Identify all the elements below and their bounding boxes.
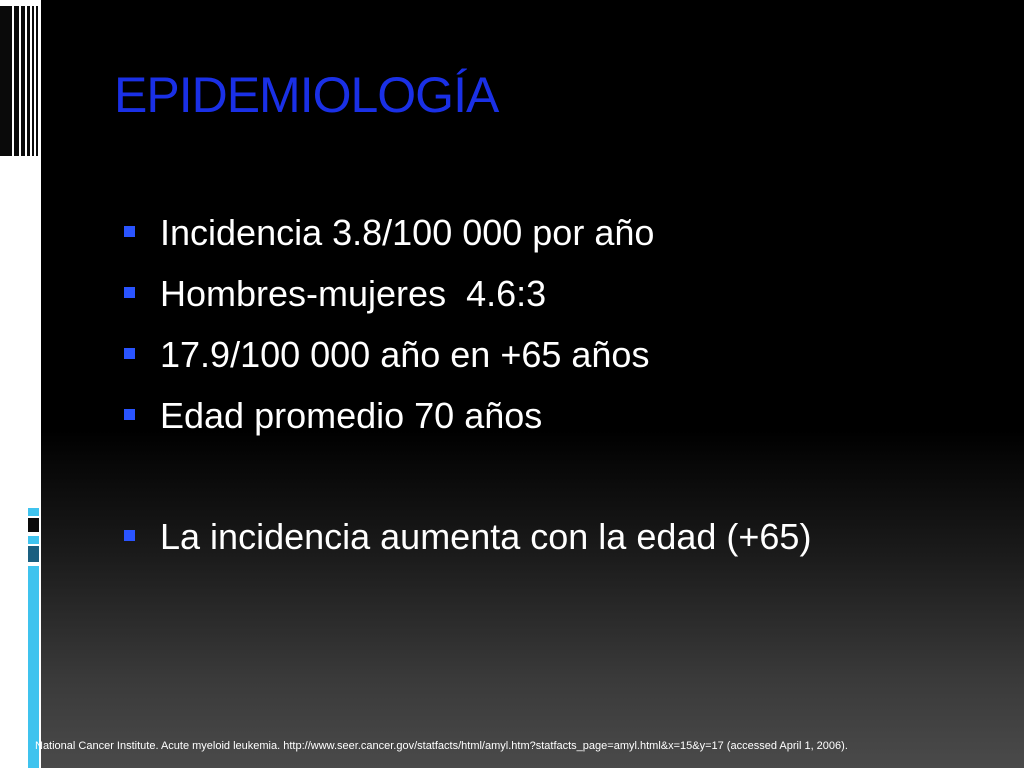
square-bullet-icon bbox=[124, 348, 135, 359]
bullet-text: La incidencia aumenta con la edad (+65) bbox=[160, 516, 812, 557]
deco-bar bbox=[36, 6, 38, 156]
square-bullet-icon bbox=[124, 409, 135, 420]
bullet-text: Hombres-mujeres 4.6:3 bbox=[160, 273, 547, 314]
square-bullet-icon bbox=[124, 287, 135, 298]
bullet-text: Edad promedio 70 años bbox=[160, 395, 543, 436]
deco-bar bbox=[14, 6, 19, 156]
deco-bar bbox=[21, 6, 25, 156]
deco-block bbox=[28, 508, 39, 516]
deco-bar bbox=[0, 6, 12, 156]
bullet-text: 17.9/100 000 año en +65 años bbox=[160, 334, 650, 375]
square-bullet-icon bbox=[124, 226, 135, 237]
deco-bar bbox=[27, 6, 30, 156]
square-bullet-icon bbox=[124, 530, 135, 541]
deco-block bbox=[28, 566, 39, 768]
slide-title: EPIDEMIOLOGÍA bbox=[114, 67, 499, 123]
source-footnote: National Cancer Institute. Acute myeloid leukemia. http://www.seer.cancer.gov/statfacts/html/amyl.htm?statfacts_page=amyl.html&x=15&y=17 (accessed April 1, 2006). bbox=[35, 740, 848, 752]
deco-bar bbox=[32, 6, 34, 156]
deco-block bbox=[28, 518, 39, 532]
top-bar-decoration bbox=[0, 0, 41, 168]
deco-block bbox=[28, 546, 39, 562]
bottom-block-decoration bbox=[0, 500, 41, 768]
deco-block bbox=[28, 536, 39, 544]
bullet-text: Incidencia 3.8/100 000 por año bbox=[160, 212, 655, 253]
